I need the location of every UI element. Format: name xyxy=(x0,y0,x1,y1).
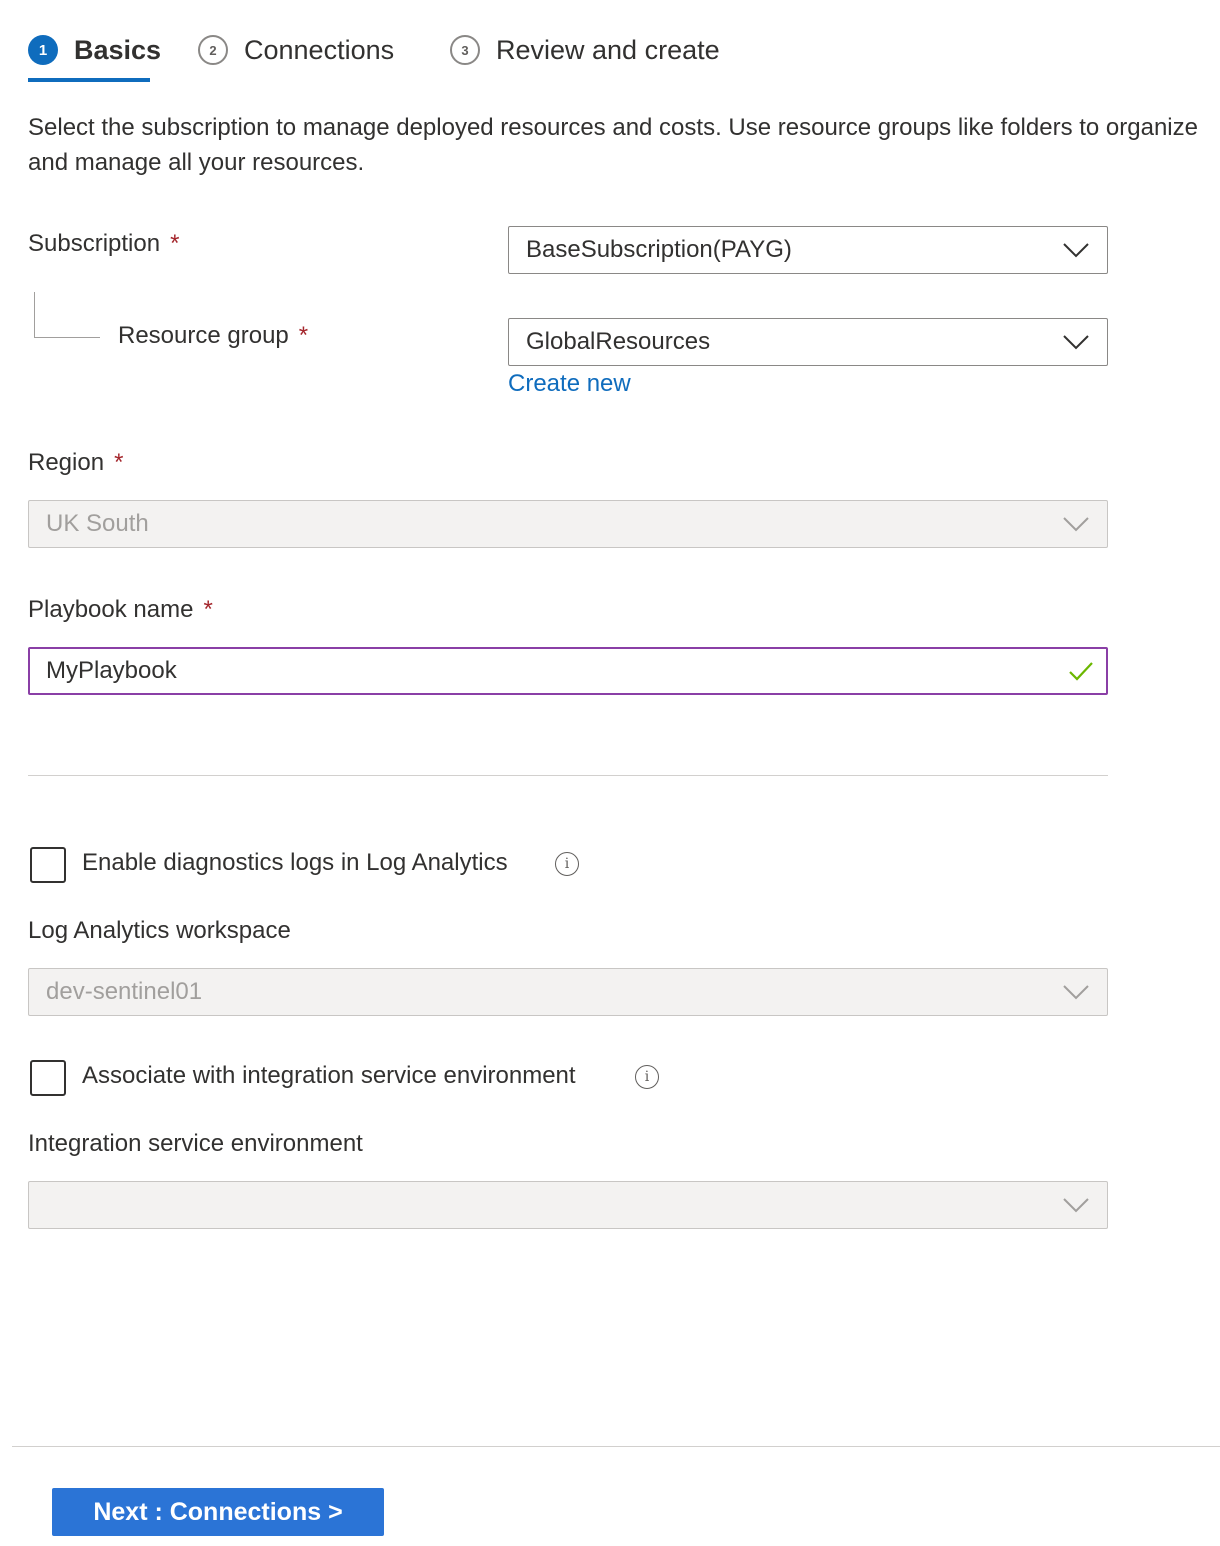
required-marker: * xyxy=(298,322,309,349)
tab-basics[interactable] xyxy=(28,30,161,70)
resource-group-label xyxy=(118,322,308,350)
required-marker: * xyxy=(170,230,180,257)
tree-connector xyxy=(34,292,35,338)
required-marker: * xyxy=(114,449,124,476)
region-label-text: Region xyxy=(28,449,105,476)
subscription-dropdown[interactable] xyxy=(508,226,1108,274)
ise-associate-label: Associate with integration service environment xyxy=(82,1062,576,1089)
footer-divider xyxy=(12,1446,1220,1447)
tab-connections[interactable] xyxy=(198,30,394,70)
step-number-badge: 1 xyxy=(28,35,58,65)
section-divider xyxy=(28,775,1108,776)
chevron-down-icon xyxy=(1063,241,1089,259)
subscription-label-text: Subscription xyxy=(28,230,161,257)
active-tab-indicator xyxy=(28,78,150,82)
log-analytics-value: dev-sentinel01 xyxy=(46,978,203,1005)
resource-group-value: GlobalResources xyxy=(526,328,711,355)
required-marker: * xyxy=(203,596,213,623)
step-number-badge: 2 xyxy=(198,35,228,65)
subscription-value: BaseSubscription(PAYG) xyxy=(526,236,792,263)
region-dropdown[interactable] xyxy=(28,500,1108,548)
step-number-badge: 3 xyxy=(450,35,480,65)
diagnostics-checkbox[interactable] xyxy=(30,847,66,883)
tab-review-and-create[interactable] xyxy=(450,30,720,70)
page-description: Select the subscription to manage deployed resources and costs. Use resource groups like folders to organize and manage all your resources. xyxy=(28,114,1198,176)
next-connections-button[interactable]: Next : Connections > xyxy=(52,1488,384,1536)
info-icon[interactable]: i xyxy=(635,1065,659,1089)
checkmark-icon xyxy=(1068,659,1094,683)
region-value: UK South xyxy=(46,510,149,537)
ise-label: Integration service environment xyxy=(28,1130,363,1157)
tab-review-label: Review and create xyxy=(496,34,720,65)
playbook-name-label xyxy=(28,596,213,624)
chevron-down-icon xyxy=(1063,515,1089,533)
tab-basics-label: Basics xyxy=(74,34,162,65)
playbook-name-label-text: Playbook name xyxy=(28,596,194,623)
subscription-label xyxy=(28,230,179,258)
tree-connector xyxy=(34,337,100,338)
diagnostics-label: Enable diagnostics logs in Log Analytics xyxy=(82,849,508,876)
tab-connections-label: Connections xyxy=(244,34,395,65)
resource-group-label-text: Resource group xyxy=(118,322,289,349)
playbook-name-input[interactable] xyxy=(28,647,1108,695)
ise-checkbox[interactable] xyxy=(30,1060,66,1096)
create-new-link[interactable]: Create new xyxy=(508,370,631,397)
chevron-down-icon xyxy=(1063,1196,1089,1214)
chevron-down-icon xyxy=(1063,983,1089,1001)
region-label xyxy=(28,449,123,477)
ise-dropdown[interactable] xyxy=(28,1181,1108,1229)
log-analytics-label: Log Analytics workspace xyxy=(28,917,291,944)
playbook-name-value: MyPlaybook xyxy=(46,657,177,684)
resource-group-dropdown[interactable] xyxy=(508,318,1108,366)
info-icon[interactable]: i xyxy=(555,852,579,876)
chevron-down-icon xyxy=(1063,333,1089,351)
log-analytics-dropdown[interactable] xyxy=(28,968,1108,1016)
